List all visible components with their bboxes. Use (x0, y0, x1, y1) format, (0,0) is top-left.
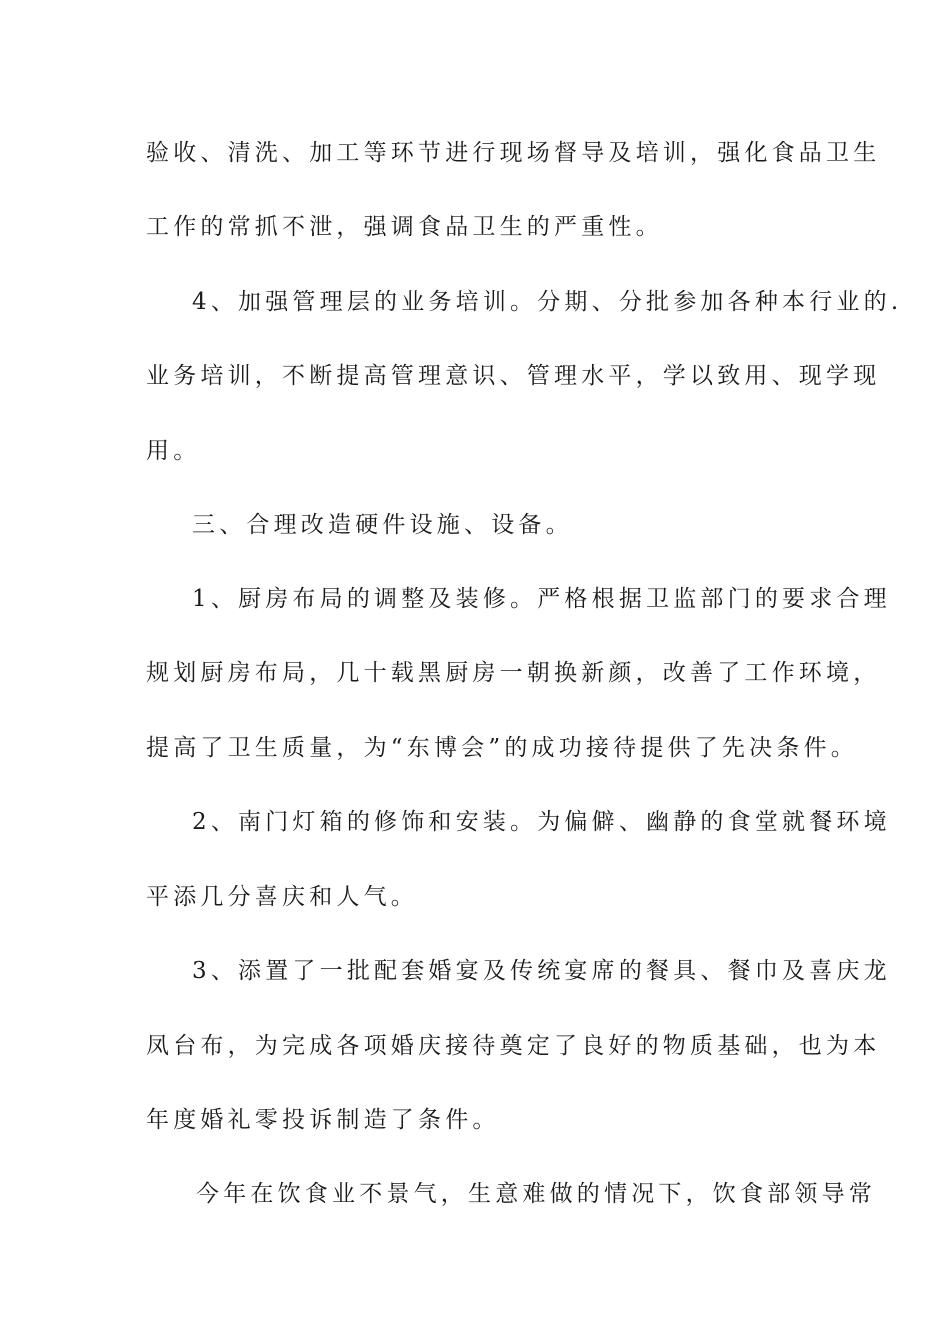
text-line: 4、加强管理层的业务培训。分期、分批参加各种本行业的. (192, 289, 903, 315)
text-line: 今年在饮食业不景气，生意难做的情况下，饮食部领导常 (196, 1181, 876, 1207)
text-line: 验收、清洗、加工等环节进行现场督导及培训，强化食品卫生 (146, 140, 881, 166)
text-line: 3、添置了一批配套婚宴及传统宴席的餐具、餐巾及喜庆龙 (192, 958, 891, 984)
section-heading: 三、合理改造硬件设施、设备。 (192, 512, 573, 538)
text-line: 1、厨房布局的调整及装修。严格根据卫监部门的要求合理 (192, 586, 891, 612)
text-line: 2、南门灯箱的修饰和安装。为偏僻、幽静的食堂就餐环境 (192, 809, 891, 835)
text-line: 年度婚礼零投诉制造了条件。 (146, 1107, 500, 1133)
text-line: 提高了卫生质量，为“东博会”的成功接待提供了先决条件。 (146, 735, 858, 761)
text-line: 凤台布，为完成各项婚庆接待奠定了良好的物质基础，也为本 (146, 1033, 881, 1059)
text-line: 业务培训，不断提高管理意识、管理水平，学以致用、现学现 (146, 363, 881, 389)
text-line: 平添几分喜庆和人气。 (146, 884, 418, 910)
text-line: 用。 (146, 438, 201, 464)
text-line: 规划厨房布局，几十载黑厨房一朝换新颜，改善了工作环境， (146, 660, 881, 686)
text-line: 工作的常抓不泄，强调食品卫生的严重性。 (146, 214, 663, 240)
